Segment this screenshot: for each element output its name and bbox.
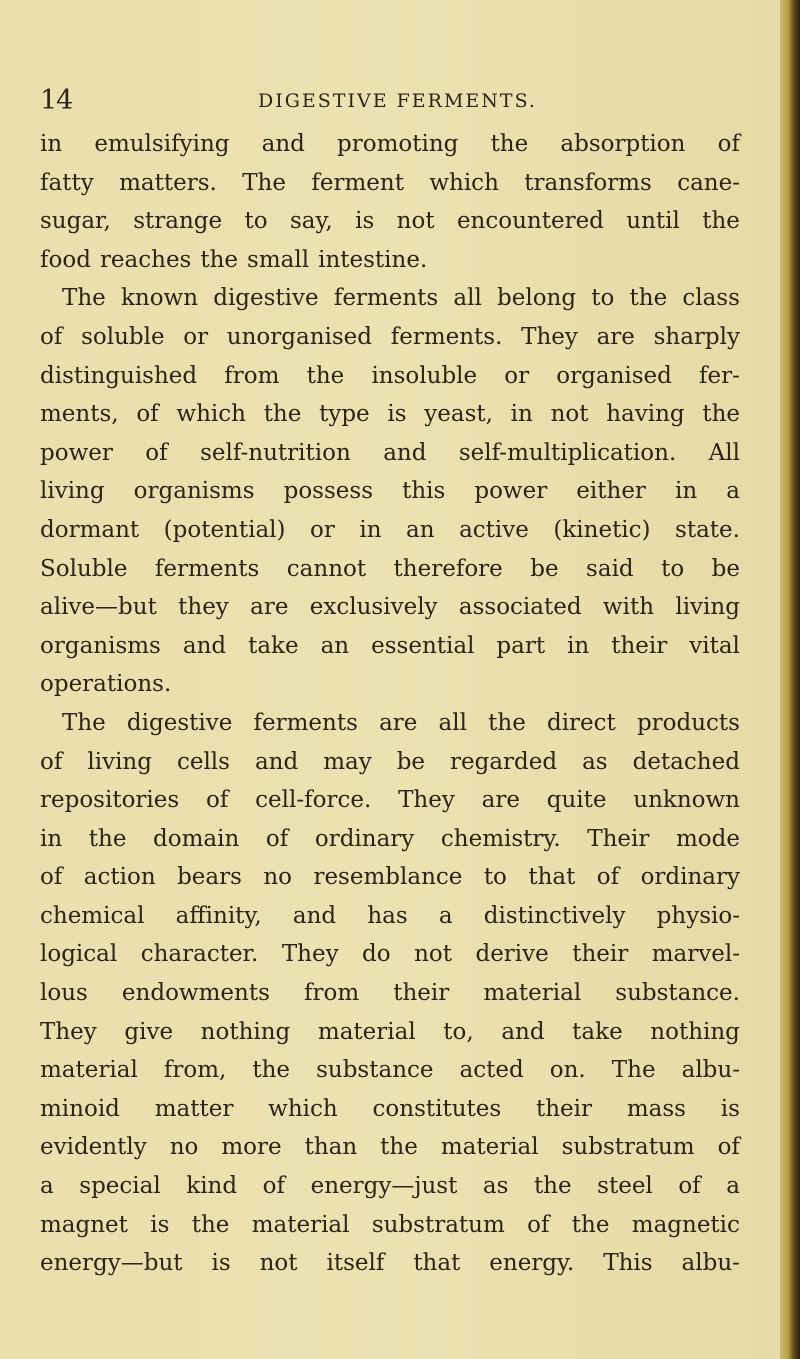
- text-line: minoid matter which constitutes their mass is: [40, 1095, 740, 1122]
- text-line: sugar, strange to say, is not encountered until the: [40, 208, 740, 235]
- text-line: energy—but is not itself that energy. This albu-: [40, 1250, 740, 1277]
- text-line: lous endowments from their material substance.: [40, 980, 740, 1007]
- text-line: of living cells and may be regarded as detached: [40, 748, 740, 775]
- running-head: [40, 86, 740, 116]
- text-line: material from, the substance acted on. The albu-: [40, 1057, 740, 1084]
- text-line: organisms and take an essential part in their vital: [40, 632, 740, 659]
- text-line: of action bears no resemblance to that of ordinary: [40, 864, 740, 891]
- text-line: in emulsifying and promoting the absorption of: [40, 131, 740, 157]
- text-line: Soluble ferments cannot therefore be said to be: [40, 555, 740, 582]
- page-edge: [780, 0, 800, 1359]
- text-line: The digestive ferments are all the direct products: [62, 709, 740, 736]
- text-line: dormant (potential) or in an active (kinetic) state.: [40, 516, 740, 543]
- text-line: alive—but they are exclusively associated with living: [40, 594, 740, 621]
- text-line: The known digestive ferments all belong to the class: [62, 285, 740, 312]
- running-title: DIGESTIVE FERMENTS.: [258, 90, 537, 112]
- text-line: chemical affinity, and has a distinctively physio-: [40, 902, 740, 929]
- text-line: food reaches the small intestine.: [40, 246, 428, 273]
- text-line: ments, of which the type is yeast, in not having the: [40, 401, 740, 428]
- text-line: of soluble or unorganised ferments. They are sharply: [40, 323, 740, 350]
- text-line: power of self-nutrition and self-multiplication. All: [40, 439, 740, 466]
- text-line: distinguished from the insoluble or organised fer-: [40, 362, 740, 389]
- text-line: fatty matters. The ferment which transforms cane-: [40, 169, 740, 196]
- text-line: logical character. They do not derive their marvel-: [40, 941, 740, 968]
- body-text: [40, 125, 740, 1283]
- text-line: living organisms possess this power either in a: [40, 478, 740, 505]
- text-line: a special kind of energy—just as the steel of a: [40, 1173, 740, 1200]
- page-number: 14: [40, 85, 73, 116]
- text-line: operations.: [40, 671, 172, 698]
- text-line: They give nothing material to, and take nothing: [40, 1018, 740, 1045]
- text-line: in the domain of ordinary chemistry. Their mode: [40, 825, 740, 852]
- text-line: evidently no more than the material substratum of: [40, 1134, 740, 1161]
- text-line: magnet is the material substratum of the magnetic: [40, 1211, 740, 1238]
- text-line: repositories of cell-force. They are quite unknown: [40, 787, 740, 814]
